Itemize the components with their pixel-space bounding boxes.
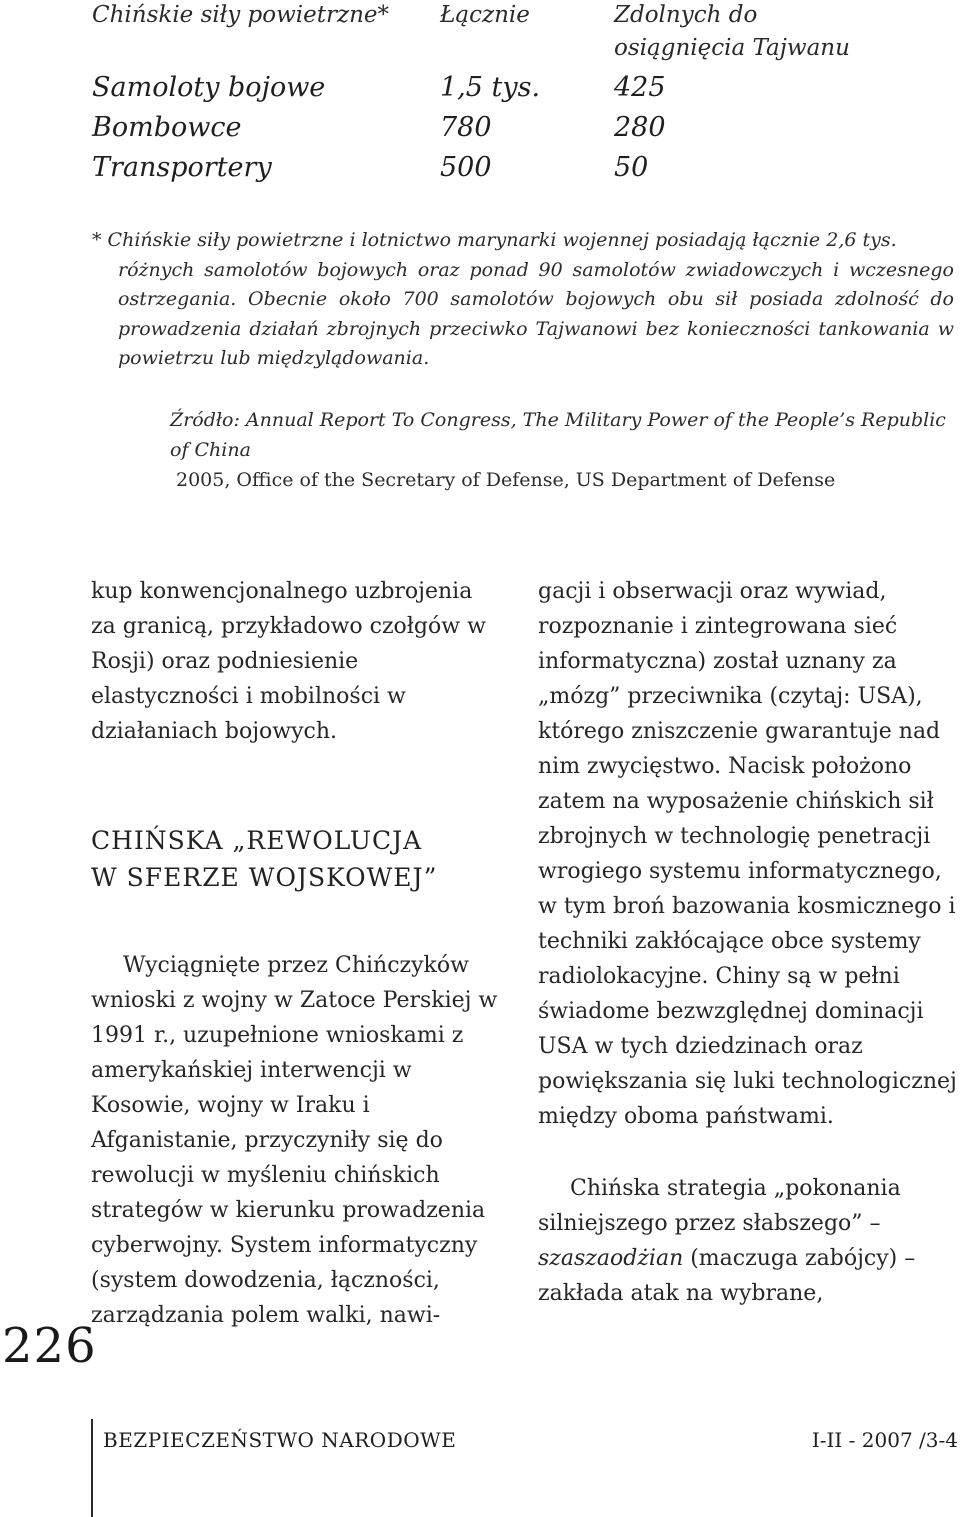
table-cell-row2-total: 780 [440, 112, 492, 143]
right-paragraph-1: gacji i obserwacji oraz wywiad, rozpoznanie i zintegrowana sieć informatyczna) został uznany za „mózg” przeciwnika (czytaj: USA), którego zniszczenie gwarantuje nad nim zwycięstwo. Nacisk położono zatem na wyposażenie chińskich sił zbrojnych w technologię penetracji wrogiego systemu informatycznego, w tym broń bazowania kosmicznego i techniki zakłócające obce systemy radiolokacyjne. Chiny są w pełni świadome bezwzględnej dominacji USA w tych dziedzinach oraz powiększania się luki technologicznej między oboma państwami. [538, 579, 957, 1129]
left-body-paragraph: Wyciągnięte przez Chińczyków wnioski z wojny w Zatoce Perskiej w 1991 r., uzupełnione wnioskami z amerykańskiej interwencji w Kosowie, wojny w Iraku i Afganistanie, przyczyniły się do rewolucji w myśleniu chińskich strategów w kierunku prowadzenia cyberwojny. System informatyczny (system dowodzenia, łączności, zarządzania polem walki, nawi- [91, 953, 498, 1328]
source-line2: 2005, Office of the Secretary of Defense, US Department of Defense [176, 469, 836, 491]
right-column [538, 574, 958, 1311]
table-header-force: Chińskie siły powietrzne* [92, 2, 390, 28]
table-footnote [92, 226, 954, 374]
publication-title: BEZPIECZEŃSTWO NARODOWE [103, 1428, 457, 1452]
table-source [170, 405, 956, 495]
issue-label: I-II - 2007 /3-4 [811, 1428, 958, 1452]
table-cell-row2-capable: 280 [614, 112, 666, 143]
source-line1: Źródło: Annual Report To Congress, The Military Power of the People’s Republic of China [170, 409, 946, 461]
table-cell-row1-total: 1,5 tys. [440, 72, 541, 103]
table-header-capable: Zdolnych do [614, 2, 758, 28]
section-heading-line1: CHIŃSKA „REWOLUCJA [91, 826, 423, 855]
table-cell-row1-label: Samoloty bojowe [92, 72, 326, 103]
term-szaszaodzian: szaszaodżian [538, 1246, 684, 1271]
table-cell-row3-capable: 50 [614, 152, 649, 183]
table-cell-row2-label: Bombowce [92, 112, 242, 143]
table-header-capable-line2: osiągnięcia Tajwanu [614, 35, 850, 61]
table-cell-row3-label: Transportery [92, 152, 272, 183]
page-number: 226 [2, 1318, 97, 1374]
footnote-body: różnych samolotów bojowych oraz ponad 90 samolotów zwiadowczych i wczesnego ostrzegania. Obecnie około 700 samolotów bojowych obu sił posiada zdolność do prowadzenia działań zbrojnych przeciwko Tajwanowi bez konieczności tankowania w powietrzu lub międzylądowania. [118, 258, 954, 369]
footnote-line1: * Chińskie siły powietrzne i lotnictwo marynarki wojennej posiadają łącznie 2,6 tys. [92, 229, 897, 251]
right-paragraph-2-start: Chińska strategia „pokonania silniejszego przez słabszego” – [538, 1176, 901, 1236]
section-heading-line2: W SFERZE WOJSKOWEJ” [91, 863, 438, 892]
section-heading [91, 822, 501, 896]
table-cell-row3-total: 500 [440, 152, 492, 183]
table-header-total: Łącznie [440, 2, 530, 28]
left-column [91, 574, 501, 1333]
left-intro-paragraph: kup konwencjonalnego uzbrojenia za granicą, przykładowo czołgów w Rosji) oraz podniesienie elastyczności i mobilności w działaniach bojowych. [91, 579, 486, 744]
right-paragraph-2-end: (maczuga zabójcy) – zakłada atak na wybrane, [538, 1246, 916, 1306]
footer-divider [91, 1419, 93, 1517]
right-paragraph-2 [538, 1171, 958, 1311]
table-cell-row1-capable: 425 [614, 72, 666, 103]
